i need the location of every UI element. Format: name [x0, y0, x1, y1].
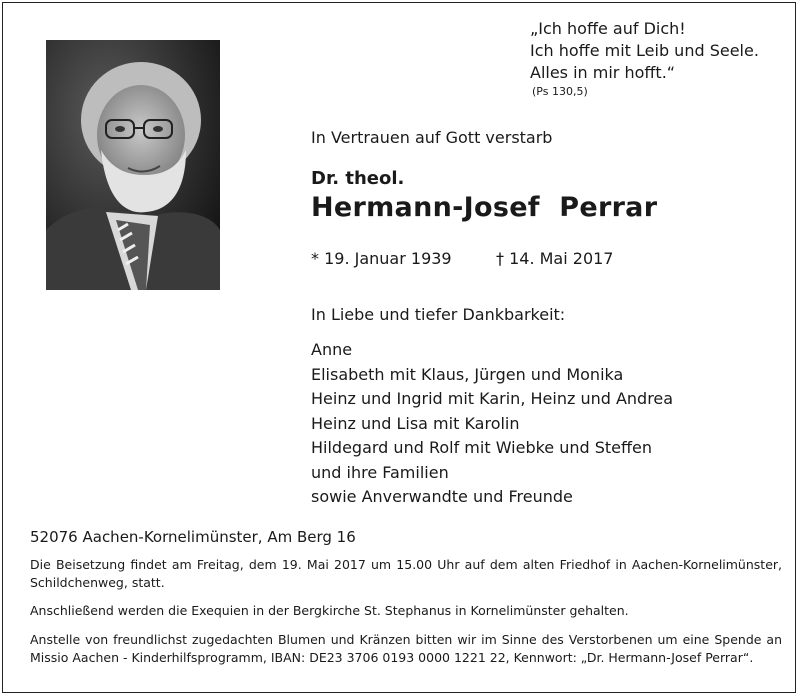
exequies-notice: Anschließend werden die Exequien in der Bergkirche St. Stephanus in Kornelimünster gehalten.	[30, 603, 629, 618]
deceased-title: Dr. theol.	[311, 168, 405, 189]
mourner-line: Anne	[311, 340, 353, 359]
intro-line: In Vertrauen auf Gott verstarb	[311, 128, 553, 147]
mourner-line: Heinz und Lisa mit Karolin	[311, 413, 520, 433]
birth-date: * 19. Januar 1939	[311, 249, 452, 268]
mourner-line: Elisabeth mit Klaus, Jürgen und Monika	[311, 364, 624, 384]
mourner-line: und ihre Familien	[311, 462, 449, 482]
mourner-line: Heinz und Ingrid mit Karin, Heinz und Andrea	[311, 389, 674, 408]
psalm-line: Alles in mir hofft.“	[530, 63, 676, 82]
psalm-quote	[530, 18, 759, 100]
psalm-line: Ich hoffe mit Leib und Seele.	[530, 41, 759, 60]
deceased-name: Hermann-Josef Perrar	[311, 192, 658, 223]
family-address: 52076 Aachen-Kornelimünster, Am Berg 16	[30, 528, 356, 546]
portrait-image	[46, 40, 220, 290]
portrait-photo	[46, 40, 220, 290]
donation-notice: Anstelle von freundlichst zugedachten Blumen und Kränzen bitten wir im Sinne des Verstorbenen um eine Spende an Missio Aachen - Kinderhilfsprogramm, IBAN: DE23 3706 0193 0000 1221 22, Kennwort: „Dr. Hermann-Josef Perrar“.	[30, 632, 782, 665]
psalm-reference: (Ps 130,5)	[532, 85, 588, 98]
mourners-list	[311, 338, 673, 510]
burial-notice: Die Beisetzung findet am Freitag, dem 19. Mai 2017 um 15.00 Uhr auf dem alten Friedhof in Aachen-Kornelimünster, Schildchenweg, statt.	[30, 557, 782, 590]
psalm-line: „Ich hoffe auf Dich!	[530, 19, 686, 38]
mourner-line: Hildegard und Rolf mit Wiebke und Steffen	[311, 438, 653, 457]
thanks-heading: In Liebe und tiefer Dankbarkeit:	[311, 305, 566, 324]
mourner-line: sowie Anverwandte und Freunde	[311, 487, 573, 506]
death-date: † 14. Mai 2017	[496, 249, 614, 268]
